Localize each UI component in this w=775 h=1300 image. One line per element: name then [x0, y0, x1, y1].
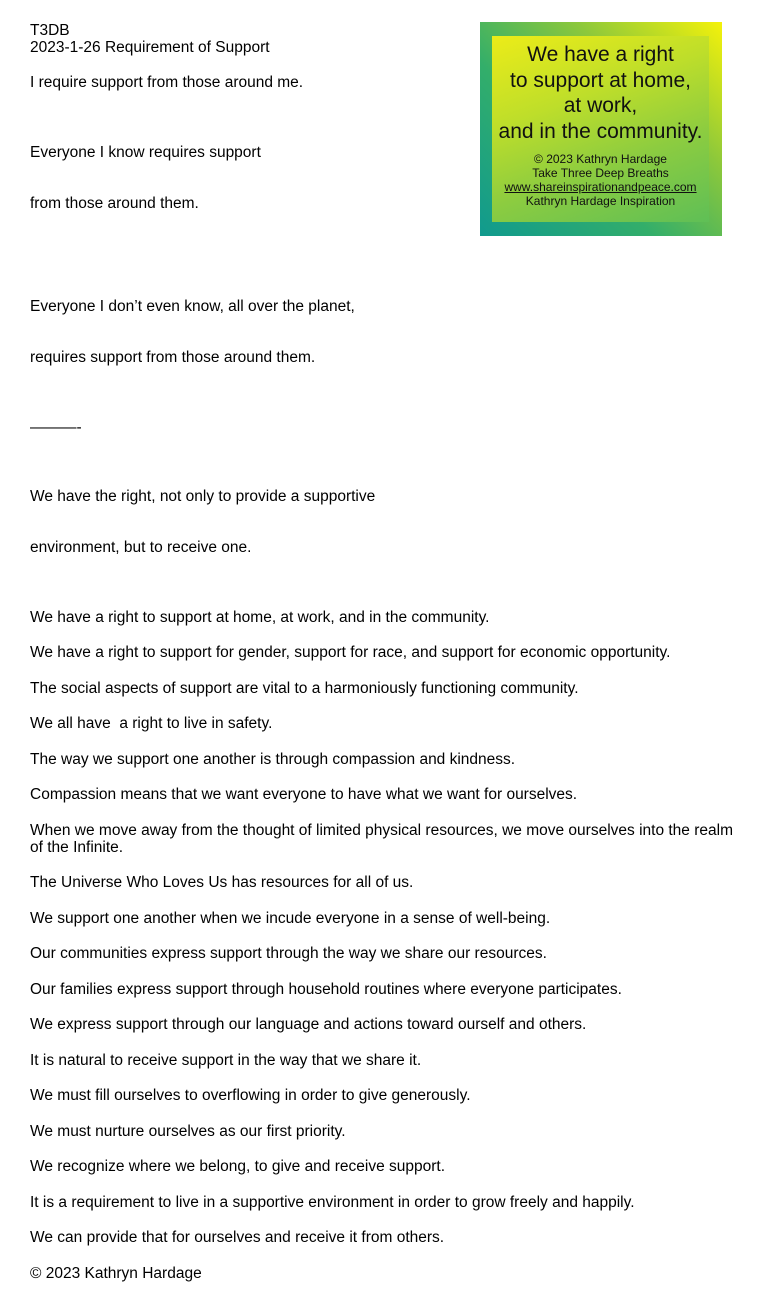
body-paragraph: The Universe Who Loves Us has resources for all of us. [30, 874, 414, 891]
intro-paragraph-1: I require support from those around me. [30, 74, 304, 91]
poster-series: Take Three Deep Breaths [532, 166, 669, 180]
poster-website-link[interactable]: www.shareinspirationandpeace.com [504, 180, 697, 194]
body-paragraph: We can provide that for ourselves and receive it from others. [30, 1229, 445, 1246]
rights-paragraph-line-2: environment, but to receive one. [30, 539, 252, 556]
poster-credits [492, 152, 709, 208]
poster-headline-line-1: We have a right [527, 43, 674, 66]
intro-paragraph-2-line-2: from those around them. [30, 194, 199, 212]
intro-paragraph-3 [30, 264, 750, 400]
document-footer-copyright: © 2023 Kathryn Hardage [30, 1264, 202, 1282]
inspiration-poster [480, 22, 722, 236]
body-paragraph: It is natural to receive support in the way that we share it. [30, 1051, 422, 1069]
rights-paragraph-line-1: We have the right, not only to provide a supportive [30, 488, 376, 505]
intro-paragraph-3-line-2: requires support from those around them. [30, 349, 316, 366]
body-paragraph: Our families express support through household routines where everyone participates. [30, 980, 622, 998]
body-paragraph: The social aspects of support are vital to a harmoniously functioning community. [30, 679, 579, 697]
poster-panel [492, 36, 709, 222]
rights-paragraph [30, 454, 450, 590]
poster-headline-line-3: at work, [563, 94, 638, 117]
body-paragraph: We must nurture ourselves as our first priority. [30, 1122, 346, 1140]
poster-copyright: © 2023 Kathryn Hardage [534, 152, 667, 166]
body-paragraph: When we move away from the thought of limited physical resources, we move ourselves into the realm of the Infinite. [30, 821, 738, 856]
body-paragraph: We recognize where we belong, to give and receive support. [30, 1158, 446, 1175]
poster-brand: Kathryn Hardage Inspiration [525, 194, 676, 208]
section-divider: ———- [30, 418, 82, 436]
body-paragraph: Our communities express support through the way we share our resources. [30, 945, 547, 962]
intro-paragraph-2-line-1: Everyone I know requires support [30, 143, 261, 161]
doc-title: 2023-1-26 Requirement of Support [30, 39, 270, 56]
body-paragraph: We express support through our language and actions toward ourself and others. [30, 1016, 587, 1033]
poster-headline-line-2: to support at home, [510, 68, 691, 92]
doc-code: T3DB [30, 22, 70, 39]
body-paragraph: We support one another when we incude everyone in a sense of well-being. [30, 909, 551, 927]
body-paragraph: We must fill ourselves to overflowing in order to give generously. [30, 1087, 471, 1104]
body-paragraph: We all have a right to live in safety. [30, 715, 273, 732]
poster-headline-line-4: and in the community. [498, 119, 703, 143]
body-paragraph: It is a requirement to live in a supportive environment in order to grow freely and happily. [30, 1193, 635, 1211]
body-paragraph: We have a right to support at home, at work, and in the community. [30, 608, 490, 626]
intro-paragraph-3-line-1: Everyone I don’t even know, all over the planet, [30, 298, 355, 315]
body-paragraph: Compassion means that we want everyone to have what we want for ourselves. [30, 786, 578, 803]
body-paragraph: The way we support one another is through compassion and kindness. [30, 750, 516, 768]
poster-headline [492, 42, 709, 144]
body-paragraph: We have a right to support for gender, support for race, and support for economic opportunity. [30, 644, 671, 661]
